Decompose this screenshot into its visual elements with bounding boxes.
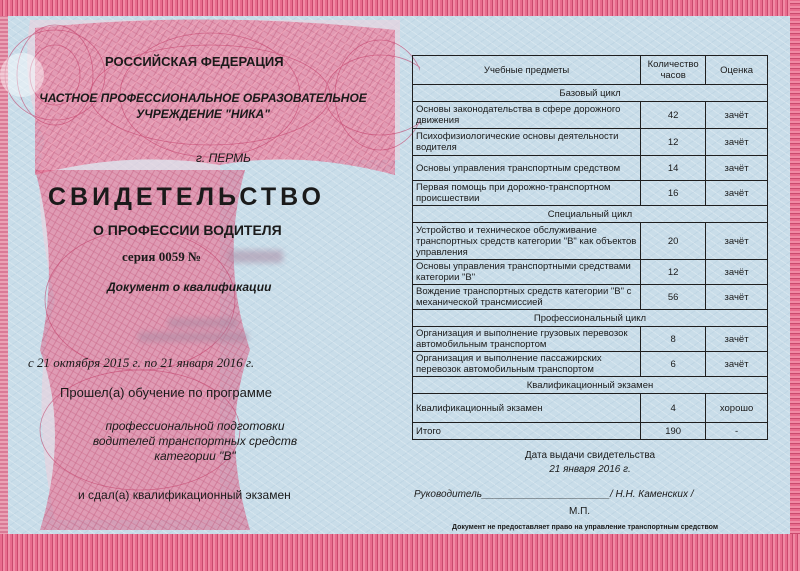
hours-cell: 16 [641, 181, 706, 206]
program-line-3: категории "В" [154, 449, 236, 463]
header-hours: Количество часов [641, 56, 706, 85]
subject-cell: Первая помощь при дорожно-транспортном происшествии [413, 181, 641, 206]
subject-cell: Основы управления транспортными средствами категории "В" [413, 260, 641, 285]
hours-cell: 8 [641, 327, 706, 352]
subject-cell: Психофизиологические основы деятельности водителя [413, 129, 641, 156]
subject-cell: Устройство и техническое обслуживание транспортных средств категории "В" как объектов управления [413, 223, 641, 260]
table-row [413, 394, 768, 423]
city-name: г. ПЕРМЬ [196, 151, 251, 165]
table-row [413, 181, 768, 206]
country-name: РОССИЙСКАЯ ФЕДЕРАЦИЯ [105, 54, 284, 69]
issue-label: Дата выдачи свидетельства [524, 450, 656, 461]
hours-cell: 6 [641, 352, 706, 377]
subject-cell: Организация и выполнение грузовых перевозок автомобильным транспортом [413, 327, 641, 352]
hours-cell: 12 [641, 129, 706, 156]
table-row [413, 156, 768, 181]
grade-cell: зачёт [706, 102, 768, 129]
right-border [790, 0, 800, 571]
total-hours: 190 [641, 423, 706, 440]
institution-line-1: ЧАСТНОЕ ПРОФЕССИОНАЛЬНОЕ ОБРАЗОВАТЕЛЬНОЕ [39, 91, 367, 105]
section-title: Базовый цикл [413, 85, 768, 102]
redacted-number [228, 250, 283, 263]
section-row [413, 206, 768, 223]
redacted-name-1 [168, 318, 238, 328]
subject-cell: Квалификационный экзамен [413, 394, 641, 423]
table-row [413, 327, 768, 352]
table-row [413, 129, 768, 156]
header-grade: Оценка [706, 56, 768, 85]
hours-cell: 56 [641, 285, 706, 310]
hours-cell: 4 [641, 394, 706, 423]
subject-cell: Основы управления транспортным средством [413, 156, 641, 181]
signature-line: Руководитель_______________________/ Н.Н. Каменских / [414, 489, 694, 500]
certificate-subtitle: О ПРОФЕССИИ ВОДИТЕЛЯ [93, 222, 282, 238]
bottom-border [0, 534, 800, 571]
grade-cell: хорошо [706, 394, 768, 423]
total-grade: - [706, 423, 768, 440]
total-row [413, 423, 768, 440]
table-row [413, 223, 768, 260]
total-label: Итого [413, 423, 641, 440]
grade-cell: зачёт [706, 285, 768, 310]
section-row [413, 85, 768, 102]
hours-cell: 42 [641, 102, 706, 129]
subject-cell: Основы законодательства в сфере дорожного движения [413, 102, 641, 129]
grade-cell: зачёт [706, 223, 768, 260]
redacted-name-2 [138, 332, 248, 342]
training-statement: Прошел(а) обучение по программе [60, 385, 272, 400]
table-row [413, 102, 768, 129]
grade-cell: зачёт [706, 156, 768, 181]
grade-cell: зачёт [706, 352, 768, 377]
table-row [413, 352, 768, 377]
top-border [0, 0, 800, 16]
section-row [413, 310, 768, 327]
institution-line-2: УЧРЕЖДЕНИЕ "НИКА" [136, 107, 270, 121]
hours-cell: 14 [641, 156, 706, 181]
section-row [413, 377, 768, 394]
header-subject: Учебные предметы [413, 56, 641, 85]
training-period: с 21 октября 2015 г. по 21 января 2016 г. [28, 355, 255, 370]
issue-date: 21 января 2016 г. [549, 464, 631, 475]
section-title: Квалификационный экзамен [413, 377, 768, 394]
section-title: Специальный цикл [413, 206, 768, 223]
table-row [413, 260, 768, 285]
section-title: Профессиональный цикл [413, 310, 768, 327]
grade-cell: зачёт [706, 260, 768, 285]
subject-cell: Организация и выполнение пассажирских перевозок автомобильным транспортом [413, 352, 641, 377]
grade-cell: зачёт [706, 327, 768, 352]
document-type: Документ о квалификации [107, 280, 272, 294]
exam-statement: и сдал(а) квалификационный экзамен [78, 488, 291, 502]
grade-cell: зачёт [706, 181, 768, 206]
program-line-2: водителей транспортных средств [92, 434, 298, 448]
hours-cell: 20 [641, 223, 706, 260]
program-line-1: профессиональной подготовки [105, 419, 285, 433]
stamp-mark: М.П. [569, 506, 591, 517]
table-header-row [413, 56, 768, 85]
hours-cell: 12 [641, 260, 706, 285]
certificate-title: СВИДЕТЕЛЬСТВО [48, 183, 325, 211]
grades-table [412, 55, 768, 440]
disclaimer: Документ не предоставляет право на управление транспортным средством [452, 524, 719, 531]
subject-cell: Вождение транспортных средств категории "В" с механической трансмиссией [413, 285, 641, 310]
table-row [413, 285, 768, 310]
grades-table-body [413, 56, 768, 440]
series-number: серия 0059 № [122, 249, 202, 264]
grade-cell: зачёт [706, 129, 768, 156]
